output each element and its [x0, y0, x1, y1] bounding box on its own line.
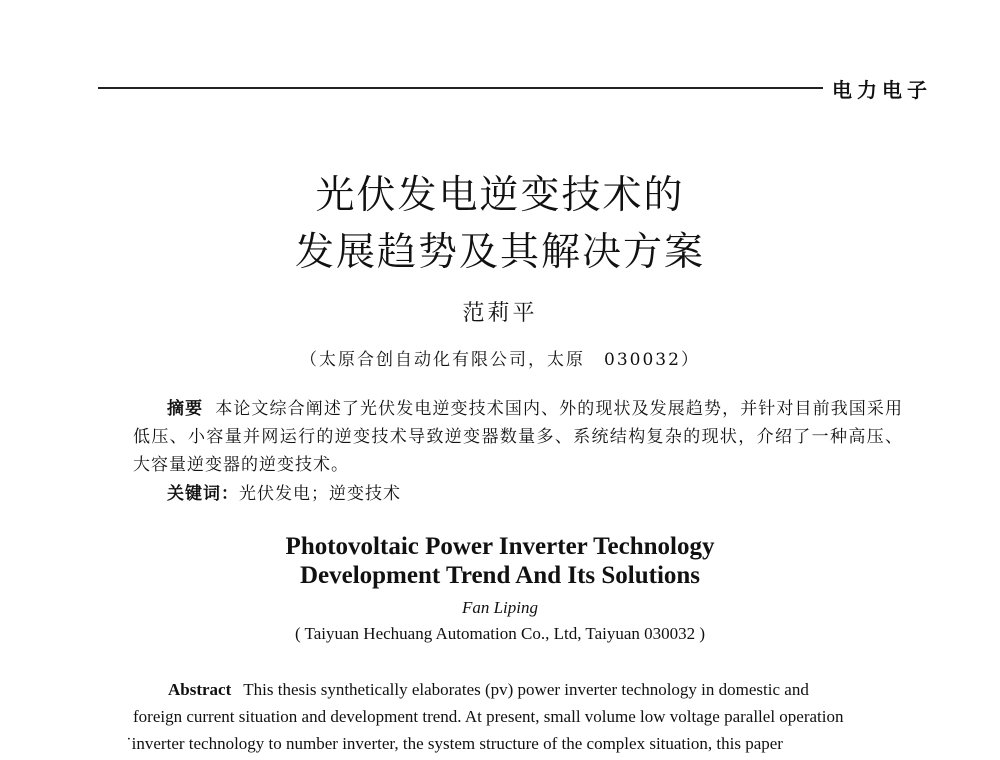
cn-author: 范莉平: [462, 301, 538, 326]
cn-title-line-2: 发展趋势及其解决方案: [294, 230, 705, 275]
cn-keywords: [167, 479, 401, 504]
en-abstract-line-2: foreign current situation and development trend. At present, small volume low voltage parallel operation: [133, 707, 844, 726]
cn-abstract: [133, 395, 903, 479]
cn-abstract-text: 本论文综合阐述了光伏发电逆变技术国内、外的现状及发展趋势，并针对目前我国采用低压、小容量并网运行的逆变技术导致逆变器数量多、系统结构复杂的现状，介绍了一种高压、大容量逆变器的逆变技术。: [133, 399, 904, 475]
cn-title-line-1: 光伏发电逆变技术的: [315, 173, 685, 218]
en-affiliation: ( Taiyuan Hechuang Automation Co., Ltd, Taiyuan 030032 ): [294, 624, 706, 643]
cn-abstract-label: 摘要: [167, 399, 204, 419]
en-title-line-1: Photovoltaic Power Inverter Technology: [285, 533, 715, 560]
en-abstract-line-1: [168, 680, 809, 700]
section-label: 电力电子: [832, 78, 932, 102]
en-author: Fan Liping: [461, 598, 539, 617]
cn-keywords-label: 关键词：: [167, 484, 239, 504]
header-rule: [98, 87, 823, 89]
en-abstract-text-1: This thesis synthetically elaborates (pv) power inverter technology in domestic and: [243, 680, 809, 699]
en-title-line-2: Development Trend And Its Solutions: [299, 562, 701, 589]
en-abstract-label: Abstract: [168, 680, 232, 699]
cn-keywords-text: 光伏发电；逆变技术: [239, 484, 401, 504]
cn-affiliation: （太原合创自动化有限公司，太原 030032）: [300, 350, 700, 370]
en-abstract-line-3: ˙inverter technology to number inverter, the system structure of the complex situation, this paper: [126, 734, 783, 753]
